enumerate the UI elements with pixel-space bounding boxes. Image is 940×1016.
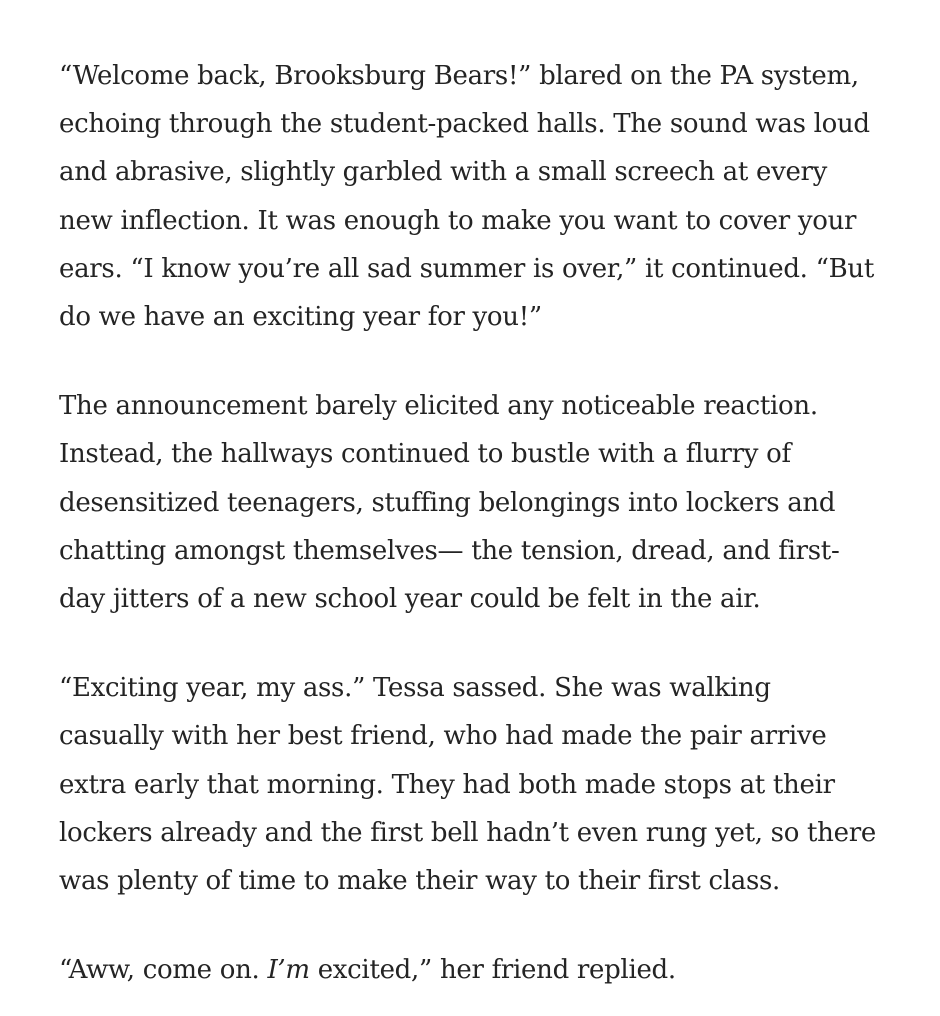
reply-before: “Aww, come on. [59,955,268,986]
paragraph-friend-reply [59,946,879,994]
story-text [59,52,879,994]
reply-emphasis: I’m [267,955,310,986]
paragraph-hallway: The announcement barely elicited any noticeable reaction. Instead, the hallways continued to bustle with a flurry of desensitized teenagers, stuffing belongings into lockers and chatting amongst themselves— the tension, dread, and first-day jitters of a new school year could be felt in the air. [59,391,840,615]
reply-after: excited,” her friend replied. [309,955,676,986]
paragraph-tessa: “Exciting year, my ass.” Tessa sassed. She was walking casually with her best friend, who had made the pair arrive extra early that morning. They had both made stops at their lockers already and the first bell hadn’t even rung yet, so there was plenty of time to make their way to their first class. [59,673,876,897]
paragraph-announcement: “Welcome back, Brooksburg Bears!” blared on the PA system, echoing through the student-packed halls. The sound was loud and abrasive, slightly garbled with a small screech at every new inflection. It was enough to make you want to cover your ears. “I know you’re all sad summer is over,” it continued. “But do we have an exciting year for you!” [59,61,874,333]
